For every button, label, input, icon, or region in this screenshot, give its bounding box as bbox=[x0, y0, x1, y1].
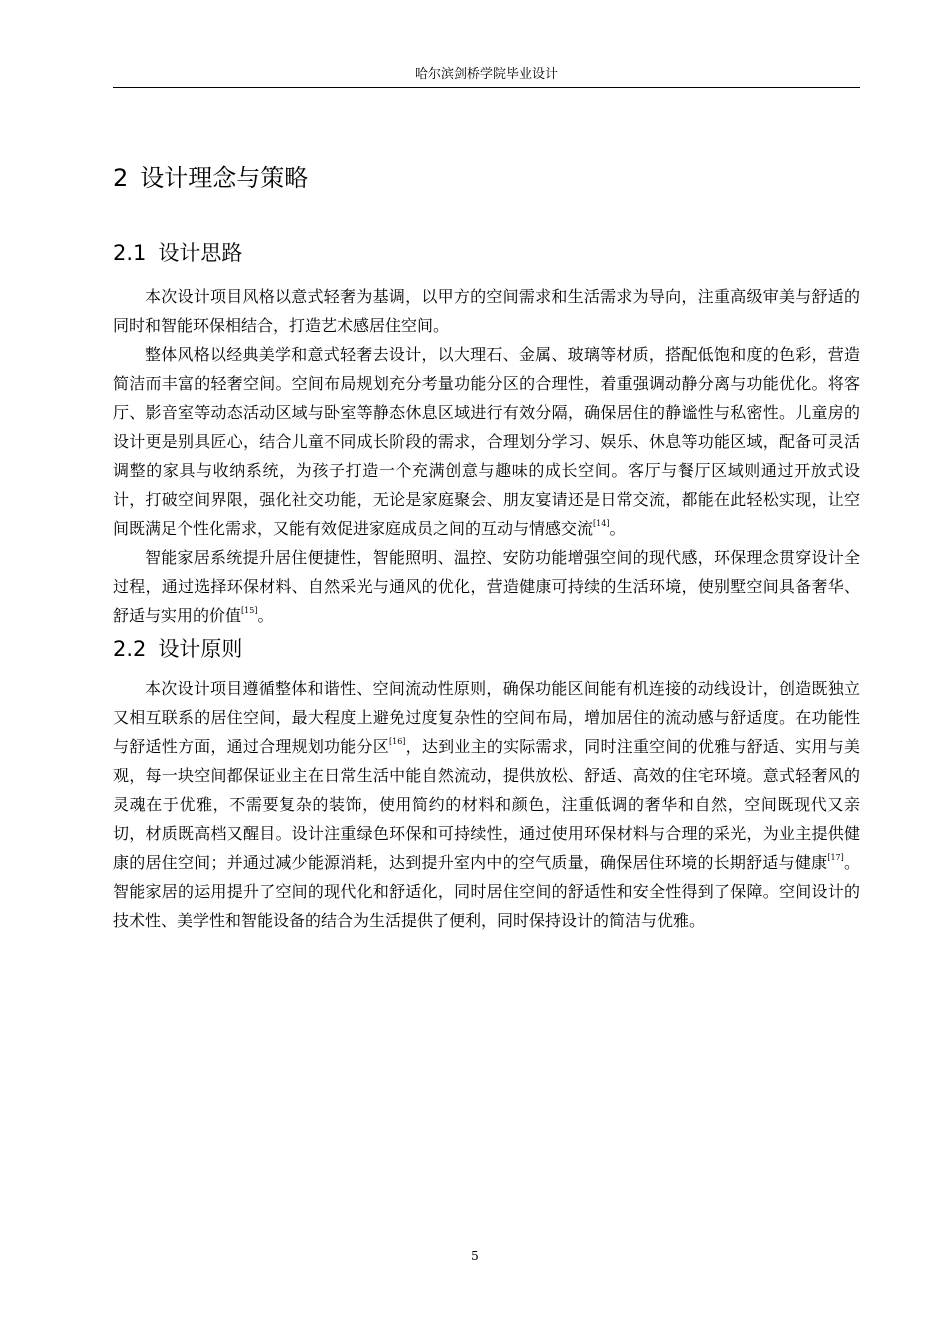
page-header: 哈尔滨剑桥学院毕业设计 bbox=[414, 67, 558, 82]
paragraph bbox=[113, 543, 860, 630]
paragraph-text: 本次设计项目遵循整体和谐性、空间流动性原则，确保功能区间能有机连接的动线设计，创造既独立又相互联系的居住空间，最大程度上避免过度复杂性的空间布局，增加居住的流动感与舒适度。在功能性与舒适性方面，通过合理规划功能分区 bbox=[113, 679, 860, 756]
section-title: 设计思路 bbox=[158, 241, 243, 265]
section-title: 设计原则 bbox=[158, 637, 243, 661]
chapter-number: 2 bbox=[113, 164, 129, 192]
citation-marker: [15] bbox=[241, 606, 258, 615]
citation-marker: [14] bbox=[593, 519, 610, 528]
section-heading-2-1 bbox=[113, 237, 860, 269]
paragraph-tail: 。 bbox=[257, 606, 274, 625]
chapter-heading bbox=[113, 160, 860, 196]
paragraph bbox=[113, 282, 860, 340]
header-divider bbox=[113, 87, 860, 88]
paragraph bbox=[113, 674, 860, 935]
paragraph-text: 整体风格以经典美学和意式轻奢去设计，以大理石、金属、玻璃等材质，搭配低饱和度的色彩，营造简洁而丰富的轻奢空间。空间布局规划充分考量功能分区的合理性，着重强调动静分离与功能优化。将客厅、影音室等动态活动区域与卧室等静态休息区域进行有效分隔，确保居住的静谧性与私密性。儿童房的设计更是别具匠心，结合儿童不同成长阶段的需求，合理划分学习、娱乐、休息等功能区域，配备可灵活调整的家具与收纳系统，为孩子打造一个充满创意与趣味的成长空间。客厅与餐厅区域则通过开放式设计，打破空间界限，强化社交功能，无论是家庭聚会、朋友宴请还是日常交流，都能在此轻松实现，让空间既满足个性化需求，又能有效促进家庭成员之间的互动与情感交流 bbox=[113, 345, 860, 538]
page-number: 5 bbox=[471, 1249, 479, 1263]
section-heading-2-2 bbox=[113, 633, 860, 665]
paragraph-text: ，达到业主的实际需求，同时注重空间的优雅与舒适、实用与美观，每一块空间都保证业主在日常生活中能自然流动，提供放松、舒适、高效的住宅环境。意式轻奢风的灵魂在于优雅，不需要复杂的装饰，使用简约的材料和颜色，注重低调的奢华和自然，空间既现代又亲切，材质既高档又醒目。设计注重绿色环保和可持续性，通过使用环保材料与合理的采光，为业主提供健康的居住空间；并通过减少能源消耗，达到提升室内中的空气质量，确保居住环境的长期舒适与健康 bbox=[113, 737, 860, 872]
page-body bbox=[113, 160, 860, 935]
section-number: 2.2 bbox=[113, 637, 147, 661]
paragraph-text: 本次设计项目风格以意式轻奢为基调，以甲方的空间需求和生活需求为导向，注重高级审美与舒适的同时和智能环保相结合，打造艺术感居住空间。 bbox=[113, 287, 860, 335]
paragraph-tail: 。 bbox=[609, 519, 626, 538]
paragraph-text: 智能家居系统提升居住便捷性，智能照明、温控、安防功能增强空间的现代感，环保理念贯穿设计全过程，通过选择环保材料、自然采光与通风的优化，营造健康可持续的生活环境，使别墅空间具备奢华、舒适与实用的价值 bbox=[113, 548, 860, 625]
paragraph bbox=[113, 340, 860, 543]
citation-marker: [17] bbox=[827, 853, 844, 862]
chapter-title: 设计理念与策略 bbox=[140, 164, 309, 192]
paragraph-text: 。智能家居的运用提升了空间的现代化和舒适化，同时居住空间的舒适性和安全性得到了保障。空间设计的技术性、美学性和智能设备的结合为生活提供了便利，同时保持设计的简洁与优雅。 bbox=[113, 853, 860, 930]
citation-marker: [16] bbox=[389, 737, 406, 746]
section-number: 2.1 bbox=[113, 241, 147, 265]
